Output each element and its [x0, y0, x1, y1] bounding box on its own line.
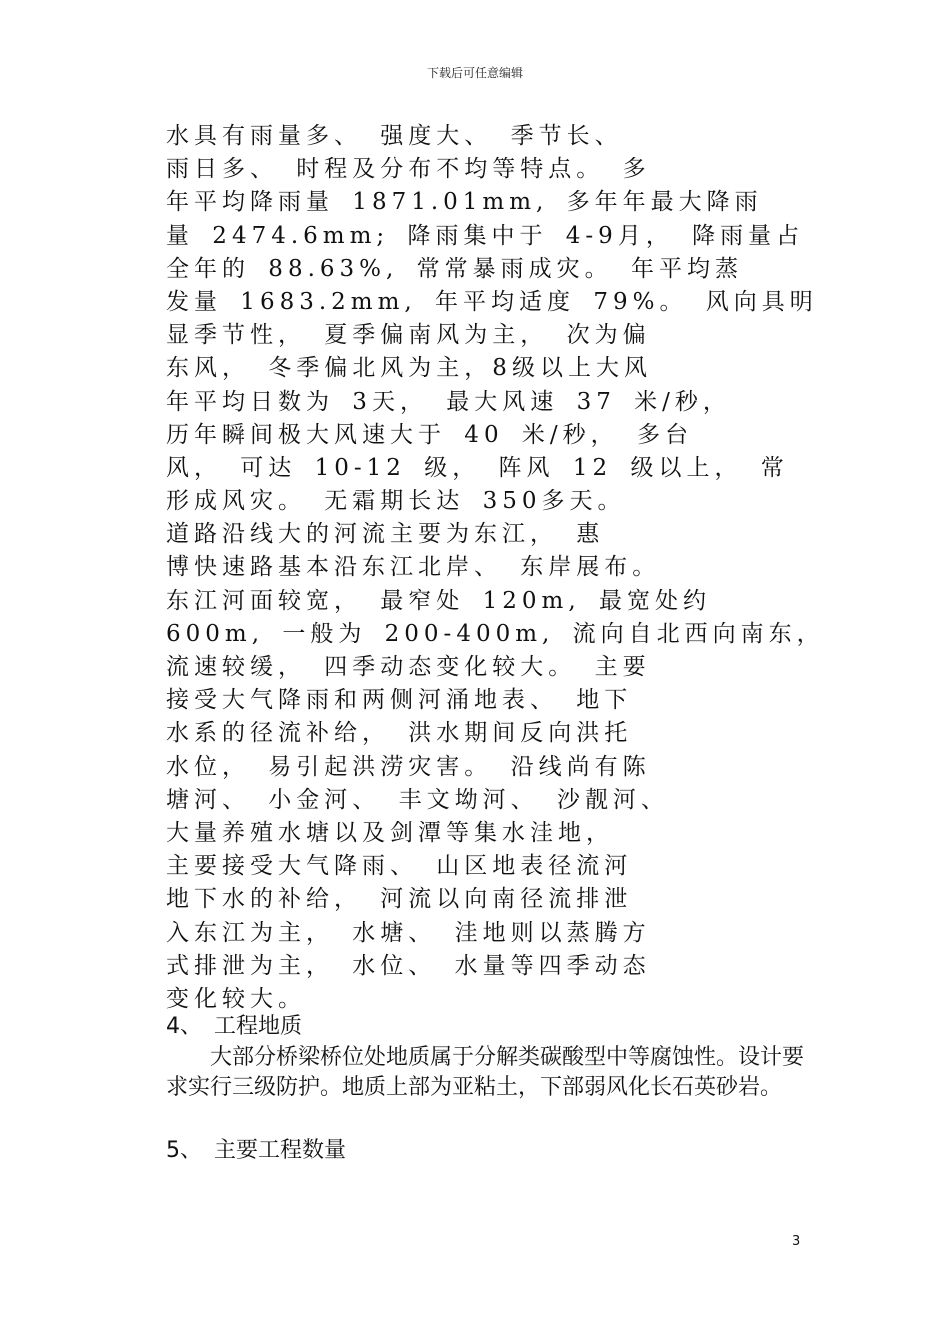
text-line: 水具有雨量多、 强度大、 季节长、 [166, 123, 623, 149]
text-line: 流速较缓， 四季动态变化较大。 主要 [166, 654, 651, 680]
section-title: 主要工程数量 [214, 1138, 347, 1163]
section-title: 工程地质 [214, 1014, 303, 1039]
text-line: 历年瞬间极大风速大于 40 米/秒， 多台 [166, 421, 693, 448]
text-line: 年平均降雨量 1871.01mm, 多年年最大降雨 [166, 189, 763, 216]
text-line: 形成风灾。 无霜期长达 350多天。 [166, 488, 626, 515]
text-line: 式排泄为主， 水位、 水量等四季动态 [166, 952, 651, 979]
section-number: 4、 [166, 1014, 202, 1039]
page-header: 下载后可任意编辑 [426, 66, 523, 80]
text-line: 年平均日数为 3天， 最大风速 37 米/秒， [166, 388, 731, 415]
section-heading-4 [166, 1012, 302, 1042]
text-line: 大量养殖水塘以及剑潭等集水洼地， [166, 819, 614, 846]
text-line: 水系的径流补给， 洪水期间反向洪托 [166, 720, 633, 747]
text-line: 东风， 冬季偏北风为主，8级以上大风 [166, 355, 652, 382]
section-heading-5 [166, 1136, 346, 1166]
page-number: 3 [792, 1234, 801, 1249]
text-line: 地下水的补给， 河流以向南径流排泄 [166, 886, 633, 913]
text-line: 雨日多、 时程及分布不均等特点。 多 [166, 156, 651, 183]
text-line: 入东江为主， 水塘、 洼地则以蒸腾方 [166, 919, 651, 946]
text-line: 水位， 易引起洪涝灾害。 沿线尚有陈 [166, 753, 651, 780]
text-line: 600m, 一般为 200-400m, 流向自北西向南东， [166, 620, 825, 647]
text-line: 全年的 88.63%, 常常暴雨成灾。 年平均蒸 [166, 255, 743, 282]
text-line: 主要接受大气降雨、 山区地表径流河 [166, 853, 633, 880]
text-line: 风， 可达 10-12 级， 阵风 12 级以上， 常 [166, 454, 789, 481]
text-line: 变化较大。 [166, 985, 306, 1012]
section-paragraph: 大部分桥梁桥位处地质属于分解类碳酸型中等腐蚀性。设计要求实行三级防护。地质上部为亚粘土，下部弱风化长石英砂岩。 [166, 1045, 805, 1100]
text-line: 显季节性， 夏季偏南风为主， 次为偏 [166, 322, 651, 349]
text-line: 发量 1683.2mm, 年平均适度 79%。 风向具明 [166, 288, 818, 315]
text-line: 量 2474.6mm; 降雨集中于 4-9月， 降雨量占 [166, 222, 805, 249]
text-line: 塘河、 小金河、 丰文坳河、 沙靓河、 [166, 786, 669, 813]
text-line: 道路沿线大的河流主要为东江， 惠 [166, 521, 605, 548]
section-number: 5、 [166, 1138, 202, 1163]
text-line: 博快速路基本沿东江北岸、 东岸展布。 [166, 554, 661, 581]
text-line: 接受大气降雨和两侧河涌地表、 地下 [166, 687, 633, 714]
body-text [166, 120, 825, 1016]
text-line: 东江河面较宽， 最窄处 120m, 最宽处约 [166, 587, 711, 614]
